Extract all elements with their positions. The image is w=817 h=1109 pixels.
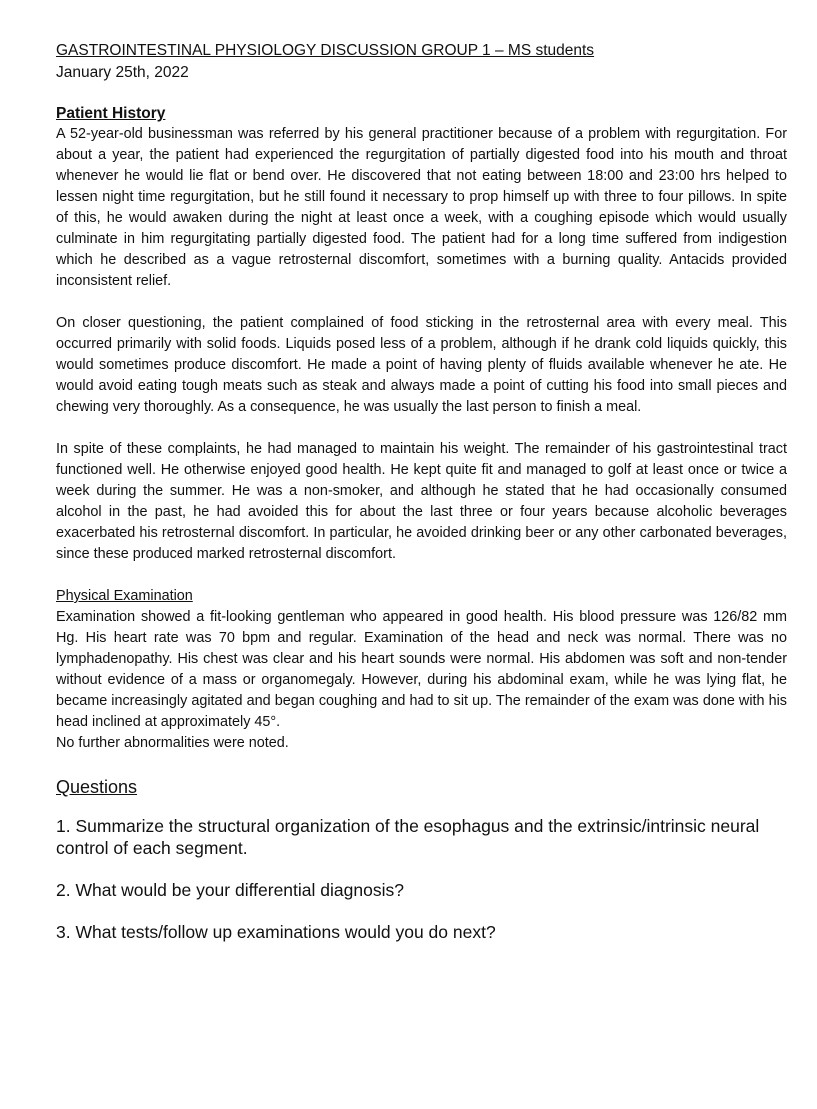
question-1: 1. Summarize the structural organization of the esophagus and the extrinsic/intrinsic neural control of each segment. bbox=[56, 816, 760, 858]
document-title: GASTROINTESTINAL PHYSIOLOGY DISCUSSION GROUP 1 – MS students bbox=[56, 42, 595, 59]
physical-examination-heading: Physical Examination bbox=[56, 588, 193, 604]
patient-history-section bbox=[56, 103, 787, 565]
questions-section bbox=[56, 775, 787, 943]
examination-paragraph: Examination showed a fit-looking gentleman who appeared in good health. His blood pressure was 126/82 mm Hg. His heart rate was 70 bpm and regular. Examination of the head and neck was normal. There was no lymphadenopathy. His chest was clear and his heart sounds were normal. His abdomen was soft and non-tender without evidence of a mass or organomegaly. However, during his abdominal exam, while he was lying flat, he became increasingly agitated and began coughing and had to sit up. The remainder of the exam was done with his head inclined at approximately 45°. bbox=[56, 609, 787, 730]
document-page bbox=[56, 40, 787, 963]
history-paragraph-1: A 52-year-old businessman was referred by his general practitioner because of a problem with regurgitation. For about a year, the patient had experienced the regurgitation of partially digested food into his mouth and throat whenever he would lie flat or bend over. He discovered that not eating between 18:00 and 23:00 hrs helped to lessen night time regurgitation, but he still found it necessary to prop himself up with three to four pillows. In spite of this, he would awaken during the night at least once a week, with a coughing episode which would usually culminate in him regurgitating partially digested food. The patient had for a long time suffered from indigestion which he described as a vague retrosternal discomfort, sometimes with a burning quality. Antacids provided inconsistent relief. bbox=[56, 126, 787, 289]
question-2: 2. What would be your differential diagnosis? bbox=[56, 880, 404, 900]
history-paragraph-2: On closer questioning, the patient complained of food sticking in the retrosternal area with every meal. This occurred primarily with solid foods. Liquids posed less of a problem, although if he drank cold liquids quickly, this would sometimes produce discomfort. He made a point of having plenty of fluids available whenever he ate. He would avoid eating tough meats such as steak and always made a point of cutting his food into small pieces and chewing very thoroughly. As a consequence, he was usually the last person to finish a meal. bbox=[56, 315, 787, 415]
document-date: January 25th, 2022 bbox=[56, 64, 189, 81]
questions-heading: Questions bbox=[56, 777, 138, 797]
physical-examination-section bbox=[56, 586, 787, 754]
examination-closing: No further abnormalities were noted. bbox=[56, 735, 289, 751]
patient-history-heading: Patient History bbox=[56, 105, 166, 122]
question-3: 3. What tests/follow up examinations would you do next? bbox=[56, 922, 496, 942]
history-paragraph-3: In spite of these complaints, he had managed to maintain his weight. The remainder of his gastrointestinal tract functioned well. He otherwise enjoyed good health. He kept quite fit and managed to golf at least once or twice a week during the summer. He was a non-smoker, and although he stated that he had occasionally consumed alcohol in the past, he had avoided this for about the last three or four years because alcoholic beverages exacerbated his retrosternal discomfort. In particular, he avoided drinking beer or any other carbonated beverages, since these produced marked retrosternal discomfort. bbox=[56, 441, 787, 562]
